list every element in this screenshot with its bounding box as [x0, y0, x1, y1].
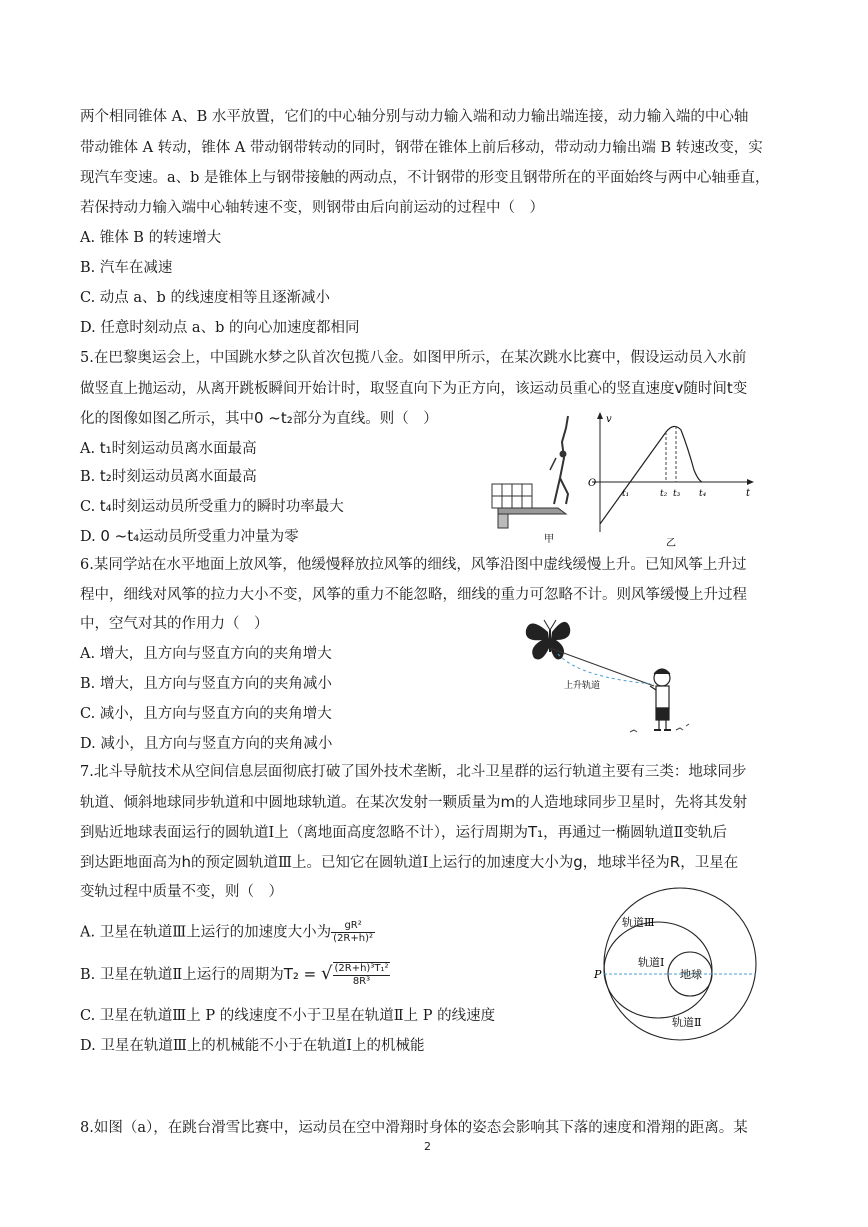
q4-option-c: C. 动点 a、b 的线速度相等且逐渐减小: [80, 290, 330, 306]
q6-option-a: A. 增大，且方向与竖直方向的夹角增大: [80, 646, 332, 662]
accel-fraction: $\frac{\text{gR²}}{\text{(2R+h)²}}$: [333, 920, 374, 944]
trajectory-label: 上升轨道: [564, 681, 601, 691]
q4-option-d: D. 任意时刻动点 a、b 的向心加速度都相同: [80, 320, 360, 336]
axis-label-t: t: [746, 488, 751, 499]
orbit-1-label: 轨道Ⅰ: [638, 956, 665, 969]
kite-icon: [526, 620, 570, 660]
q6-line-1: 6.某同学站在水平地面上放风筝，他缓慢释放拉风筝的细线，风筝沿图中虚线缓慢上升。已知风筝上升过: [80, 557, 747, 573]
page-number: 2: [424, 1140, 431, 1153]
q7-line-2: 轨道、倾斜地球同步轨道和中圆地球轨道。在某次发射一颗质量为m的人造地球同步卫星时，先将其发射: [80, 793, 748, 811]
q4-line-3: 现汽车变速。a、b 是锥体上与钢带接触的两动点，不计钢带的形变且钢带所在的平面始终与两中心轴垂直，: [80, 170, 770, 186]
q4-line-2: 带动锥体 A 转动，锥体 A 带动钢带转动的同时，钢带在锥体上前后移动，带动动力输出端 B 转速改变，实: [80, 140, 763, 156]
q5-figure: [488, 408, 758, 550]
q7-option-d: D. 卫星在轨道Ⅲ上的机械能不小于在轨道Ⅰ上的机械能: [80, 1038, 425, 1054]
q5-option-c: C. t₄时刻运动员所受重力的瞬时功率最大: [80, 497, 344, 515]
q6-line-3: 中，空气对其的作用力（ ）: [80, 616, 269, 632]
q4-line-4: 若保持动力输入端中心轴转速不变，则钢带由后向前运动的过程中（ ）: [80, 200, 544, 216]
vt-graph: [588, 412, 754, 549]
diver-illustration: [492, 416, 568, 528]
q6-line-2: 程中，细线对风筝的拉力大小不变，风筝的重力不能忽略，细线的重力可忽略不计。则风筝缓慢上升过程: [80, 587, 747, 603]
orbit-2-label: 轨道Ⅱ: [672, 1016, 702, 1029]
q5-line-2: 做竖直上抛运动，从离开跳板瞬间开始计时，取竖直向下为正方向，该运动员重心的竖直速度v随时间t变: [80, 379, 748, 397]
q7-line-5: 变轨过程中质量不变，则（ ）: [80, 884, 283, 900]
orbit-3-label: 轨道Ⅲ: [622, 916, 655, 929]
q7-line-1: 7.北斗导航技术从空间信息层面彻底打破了国外技术垄断，北斗卫星群的运行轨道主要有三类：地球同步: [80, 764, 747, 780]
point-p-label: P: [594, 968, 602, 981]
q5-option-d: D. 0 ~t₄运动员所受重力冲量为零: [80, 527, 299, 545]
q7-option-b: B. 卫星在轨道Ⅱ上运行的周期为T₂ = √ $\frac{\text{(2R+h)³T₁²}}{\text{8R³}}$: [80, 963, 389, 987]
q7-line-3: 到贴近地球表面运行的圆轨道Ⅰ上（离地面高度忽略不计），运行周期为T₁，再通过一椭圆轨道Ⅱ变轨后: [80, 823, 728, 841]
fig-caption-yi: 乙: [666, 538, 676, 549]
q8-line-1: 8.如图（a），在跳台滑雪比赛中，运动员在空中滑翔时身体的姿态会影响其下落的速度和滑翔的距离。某: [80, 1120, 748, 1136]
origin-label: O: [588, 478, 597, 489]
tick-t1: t₁: [622, 489, 630, 499]
q7-option-c: C. 卫星在轨道Ⅲ上 P 的线速度不小于卫星在轨道Ⅱ上 P 的线速度: [80, 1008, 496, 1024]
axis-label-v: v: [606, 414, 612, 425]
tick-t4: t₄: [699, 489, 707, 499]
q4-option-a: A. 锥体 B 的转速增大: [80, 230, 222, 246]
fig-caption-jia: 甲: [544, 534, 554, 545]
q5-line-3: 化的图像如图乙所示，其中0 ~t₂部分为直线。则（ ）: [80, 409, 438, 427]
period-fraction: $\frac{\text{(2R+h)³T₁²}}{\text{8R³}}$: [334, 963, 389, 987]
q6-kite-figure: [520, 612, 710, 740]
q4-option-b: B. 汽车在减速: [80, 260, 173, 276]
q5-option-a: A. t₁时刻运动员离水面最高: [80, 439, 257, 457]
q6-option-d: D. 减小，且方向与竖直方向的夹角减小: [80, 736, 333, 752]
q5-option-b: B. t₂时刻运动员离水面最高: [80, 467, 257, 485]
boy-illustration: [650, 669, 671, 730]
q7-line-4: 到达距地面高为h的预定圆轨道Ⅲ上。已知它在圆轨道Ⅰ上运行的加速度大小为g，地球半径为R，卫星在: [80, 853, 739, 871]
q7-option-a: A. 卫星在轨道Ⅲ上运行的加速度大小为 $\frac{\text{gR²}}{\text{(2R+h)²}}$: [80, 920, 374, 944]
q4-line-1: 两个相同锥体 A、B 水平放置，它们的中心轴分别与动力输入端和动力输出端连接，动力输入端的中心轴: [80, 109, 749, 125]
q6-option-c: C. 减小，且方向与竖直方向的夹角增大: [80, 706, 332, 722]
q5-line-1: 5.在巴黎奥运会上，中国跳水梦之队首次包揽八金。如图甲所示，在某次跳水比赛中，假设运动员入水前: [80, 350, 747, 366]
tick-t2: t₂: [660, 489, 668, 499]
q6-option-b: B. 增大，且方向与竖直方向的夹角减小: [80, 676, 332, 692]
earth-label: 地球: [680, 968, 702, 981]
tick-t3: t₃: [673, 489, 681, 499]
q7-orbit-figure: [594, 880, 760, 1044]
